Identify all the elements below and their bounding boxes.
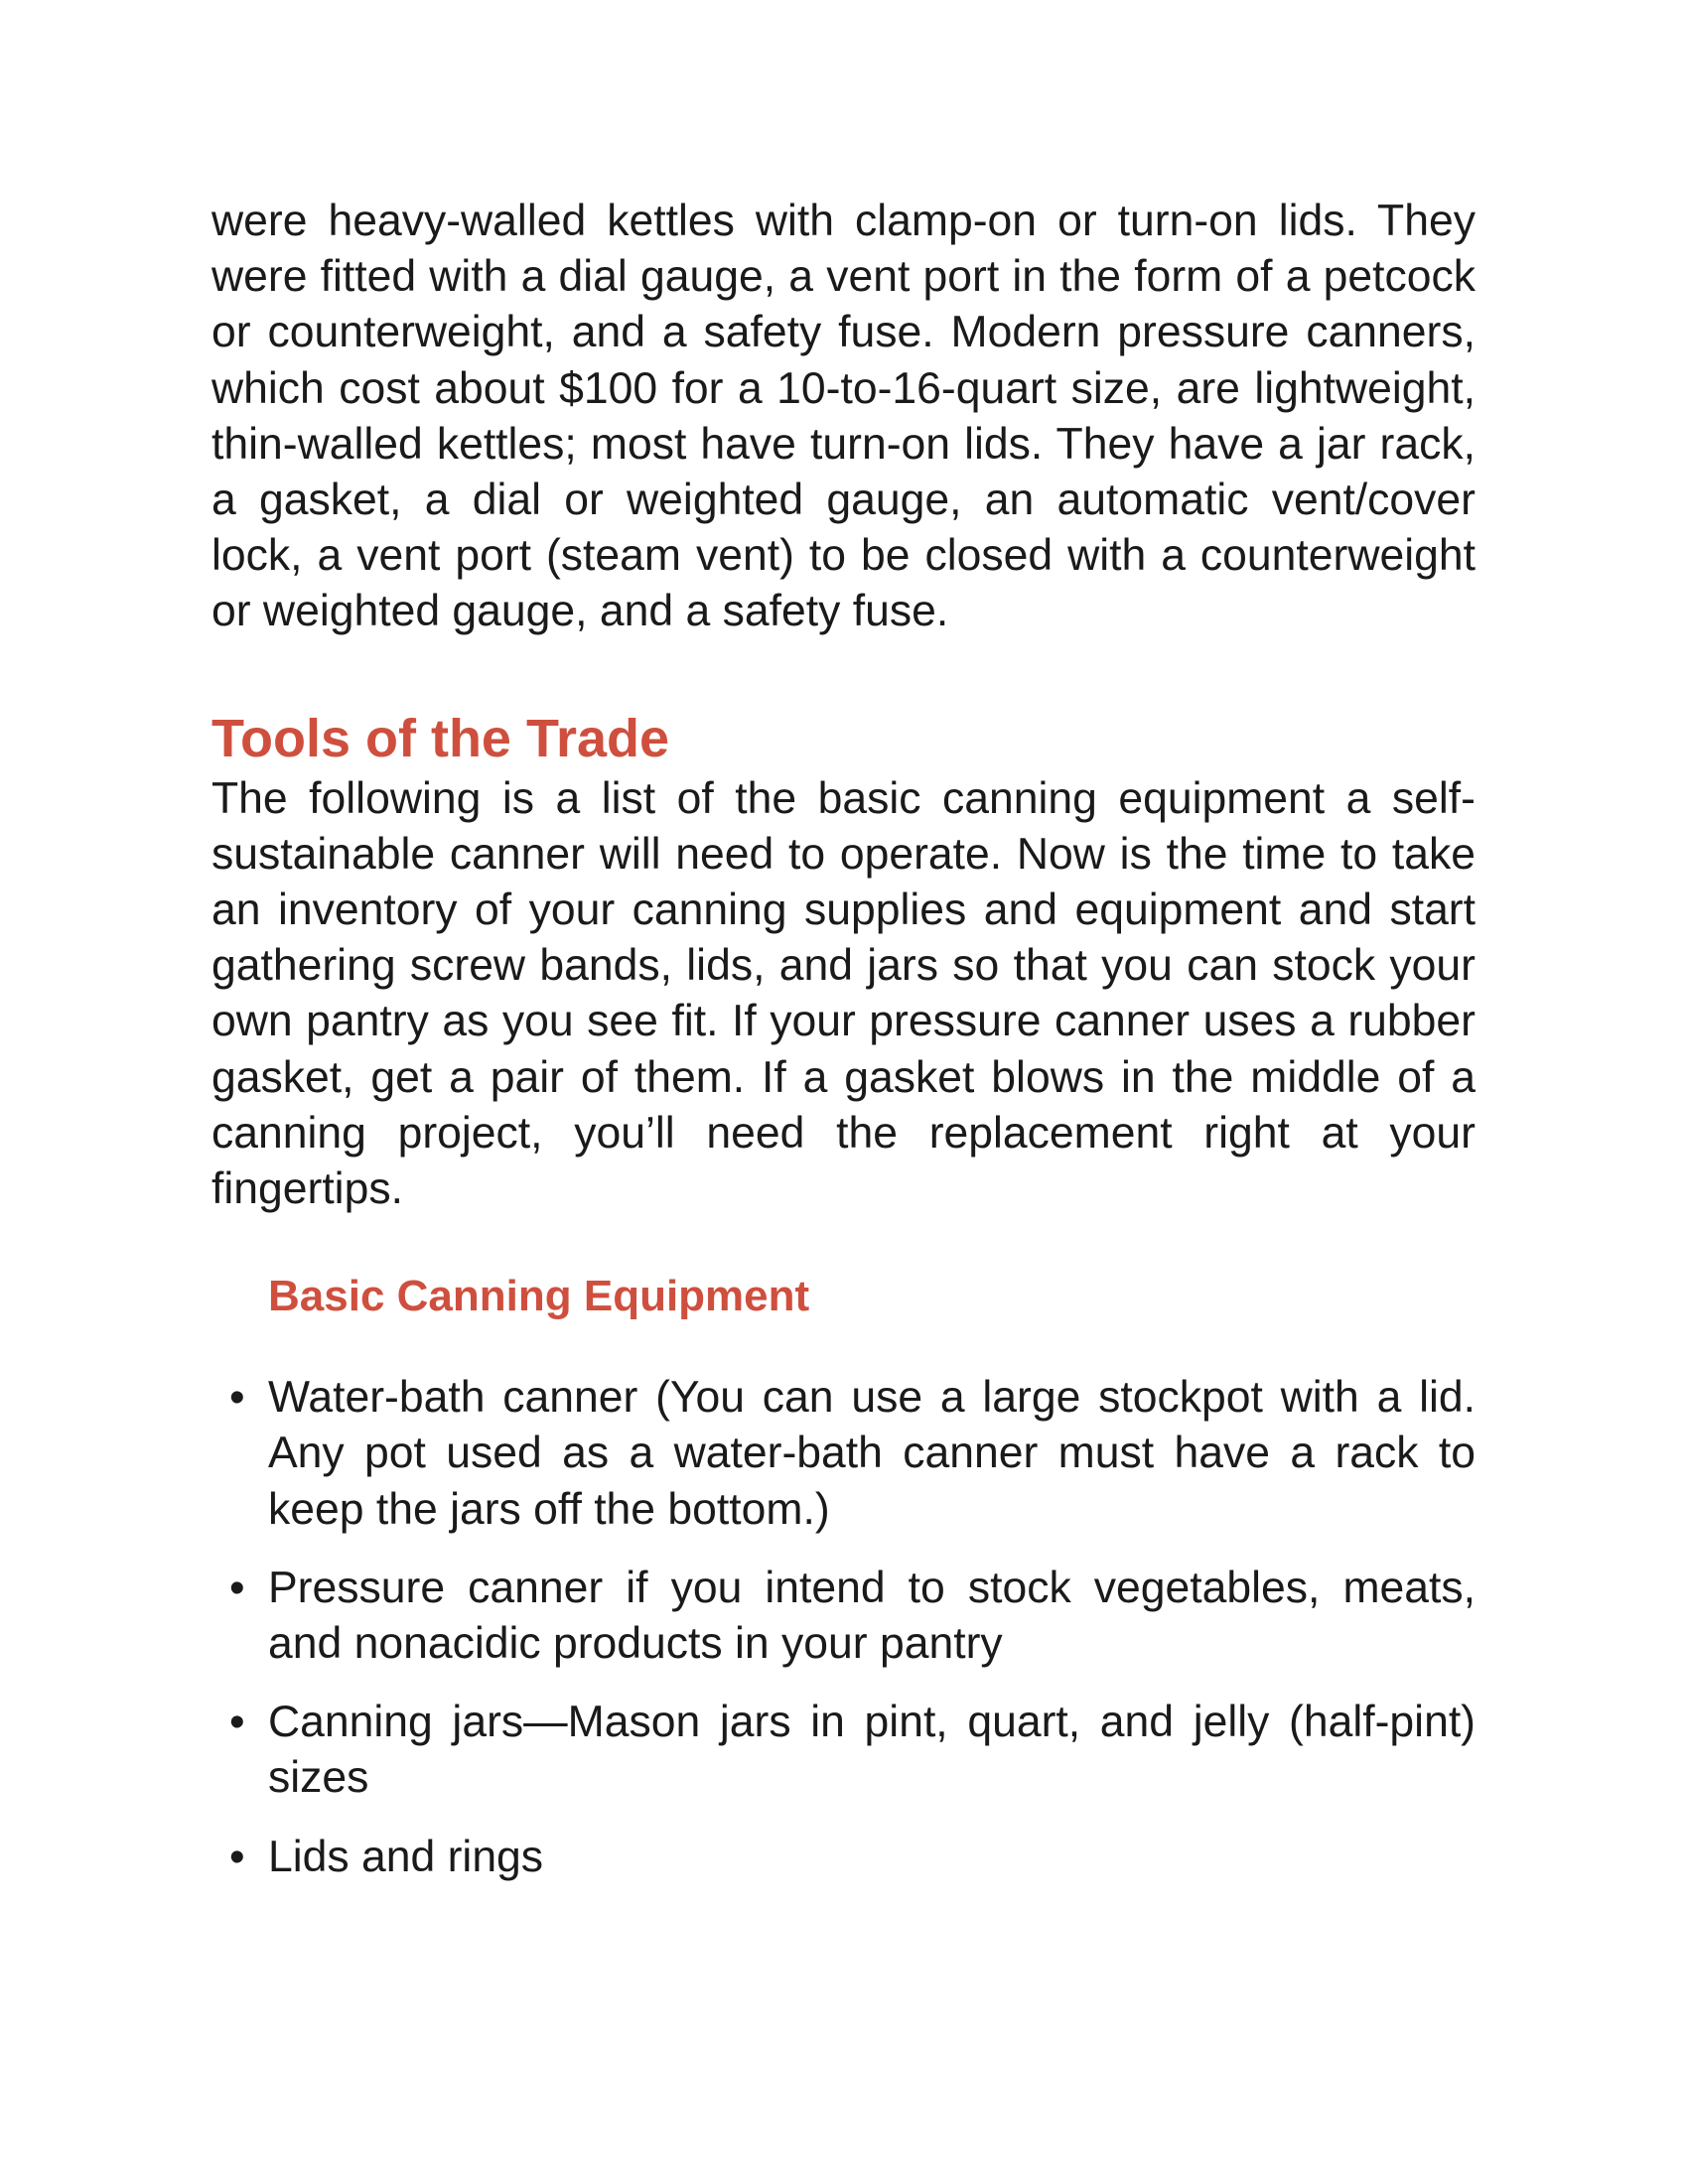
bullet-icon: • xyxy=(229,1698,245,1747)
list-item-text: Lids and rings xyxy=(268,1832,544,1881)
intro-paragraph: were heavy-walled kettles with clamp-on or turn-on lids. They were fitted with a dial gauge, a vent port in the form of a petcock or counterweight, and a safety fuse. Modern pressure canners, which cost about $100 for a 10-to-16-quart size, are lightweight, thin-walled kettles; most have turn-on lids. They have a jar rack, a gasket, a dial or weighted gauge, an automatic vent/cover lock, a vent port (steam vent) to be closed with a counterweight or weighted gauge, and a safety fuse. xyxy=(211,197,1476,636)
equipment-list xyxy=(211,1370,1476,1885)
section-heading: Tools of the Trade xyxy=(211,708,670,768)
list-item xyxy=(211,1830,1476,1885)
section-paragraph: The following is a list of the basic canning equipment a self-sustainable canner will need to operate. Now is the time to take an inventory of your canning supplies and equipment and start gathering screw bands, lids, and jars so that you can stock your own pantry as you see fit. If your pressure canner uses a rubber gasket, get a pair of them. If a gasket blows in the middle of a canning project, you’ll need the replacement right at your fingertips. xyxy=(211,773,1476,1214)
bullet-icon: • xyxy=(229,1373,245,1423)
list-item xyxy=(211,1561,1476,1672)
list-item-text: Canning jars—Mason jars in pint, quart, and jelly (half-pint) sizes xyxy=(268,1698,1476,1803)
list-item xyxy=(211,1370,1476,1538)
equipment-subheading: Basic Canning Equipment xyxy=(268,1272,810,1321)
document-page xyxy=(211,194,1476,1908)
list-item xyxy=(211,1695,1476,1806)
list-item-text: Pressure canner if you intend to stock vegetables, meats, and nonacidic products in your pantry xyxy=(268,1563,1476,1669)
bullet-icon: • xyxy=(229,1832,245,1881)
bullet-icon: • xyxy=(229,1563,245,1612)
list-item-text: Water-bath canner (You can use a large stockpot with a lid. Any pot used as a water-bath canner must have a rack to keep the jars off the bottom.) xyxy=(268,1373,1476,1534)
